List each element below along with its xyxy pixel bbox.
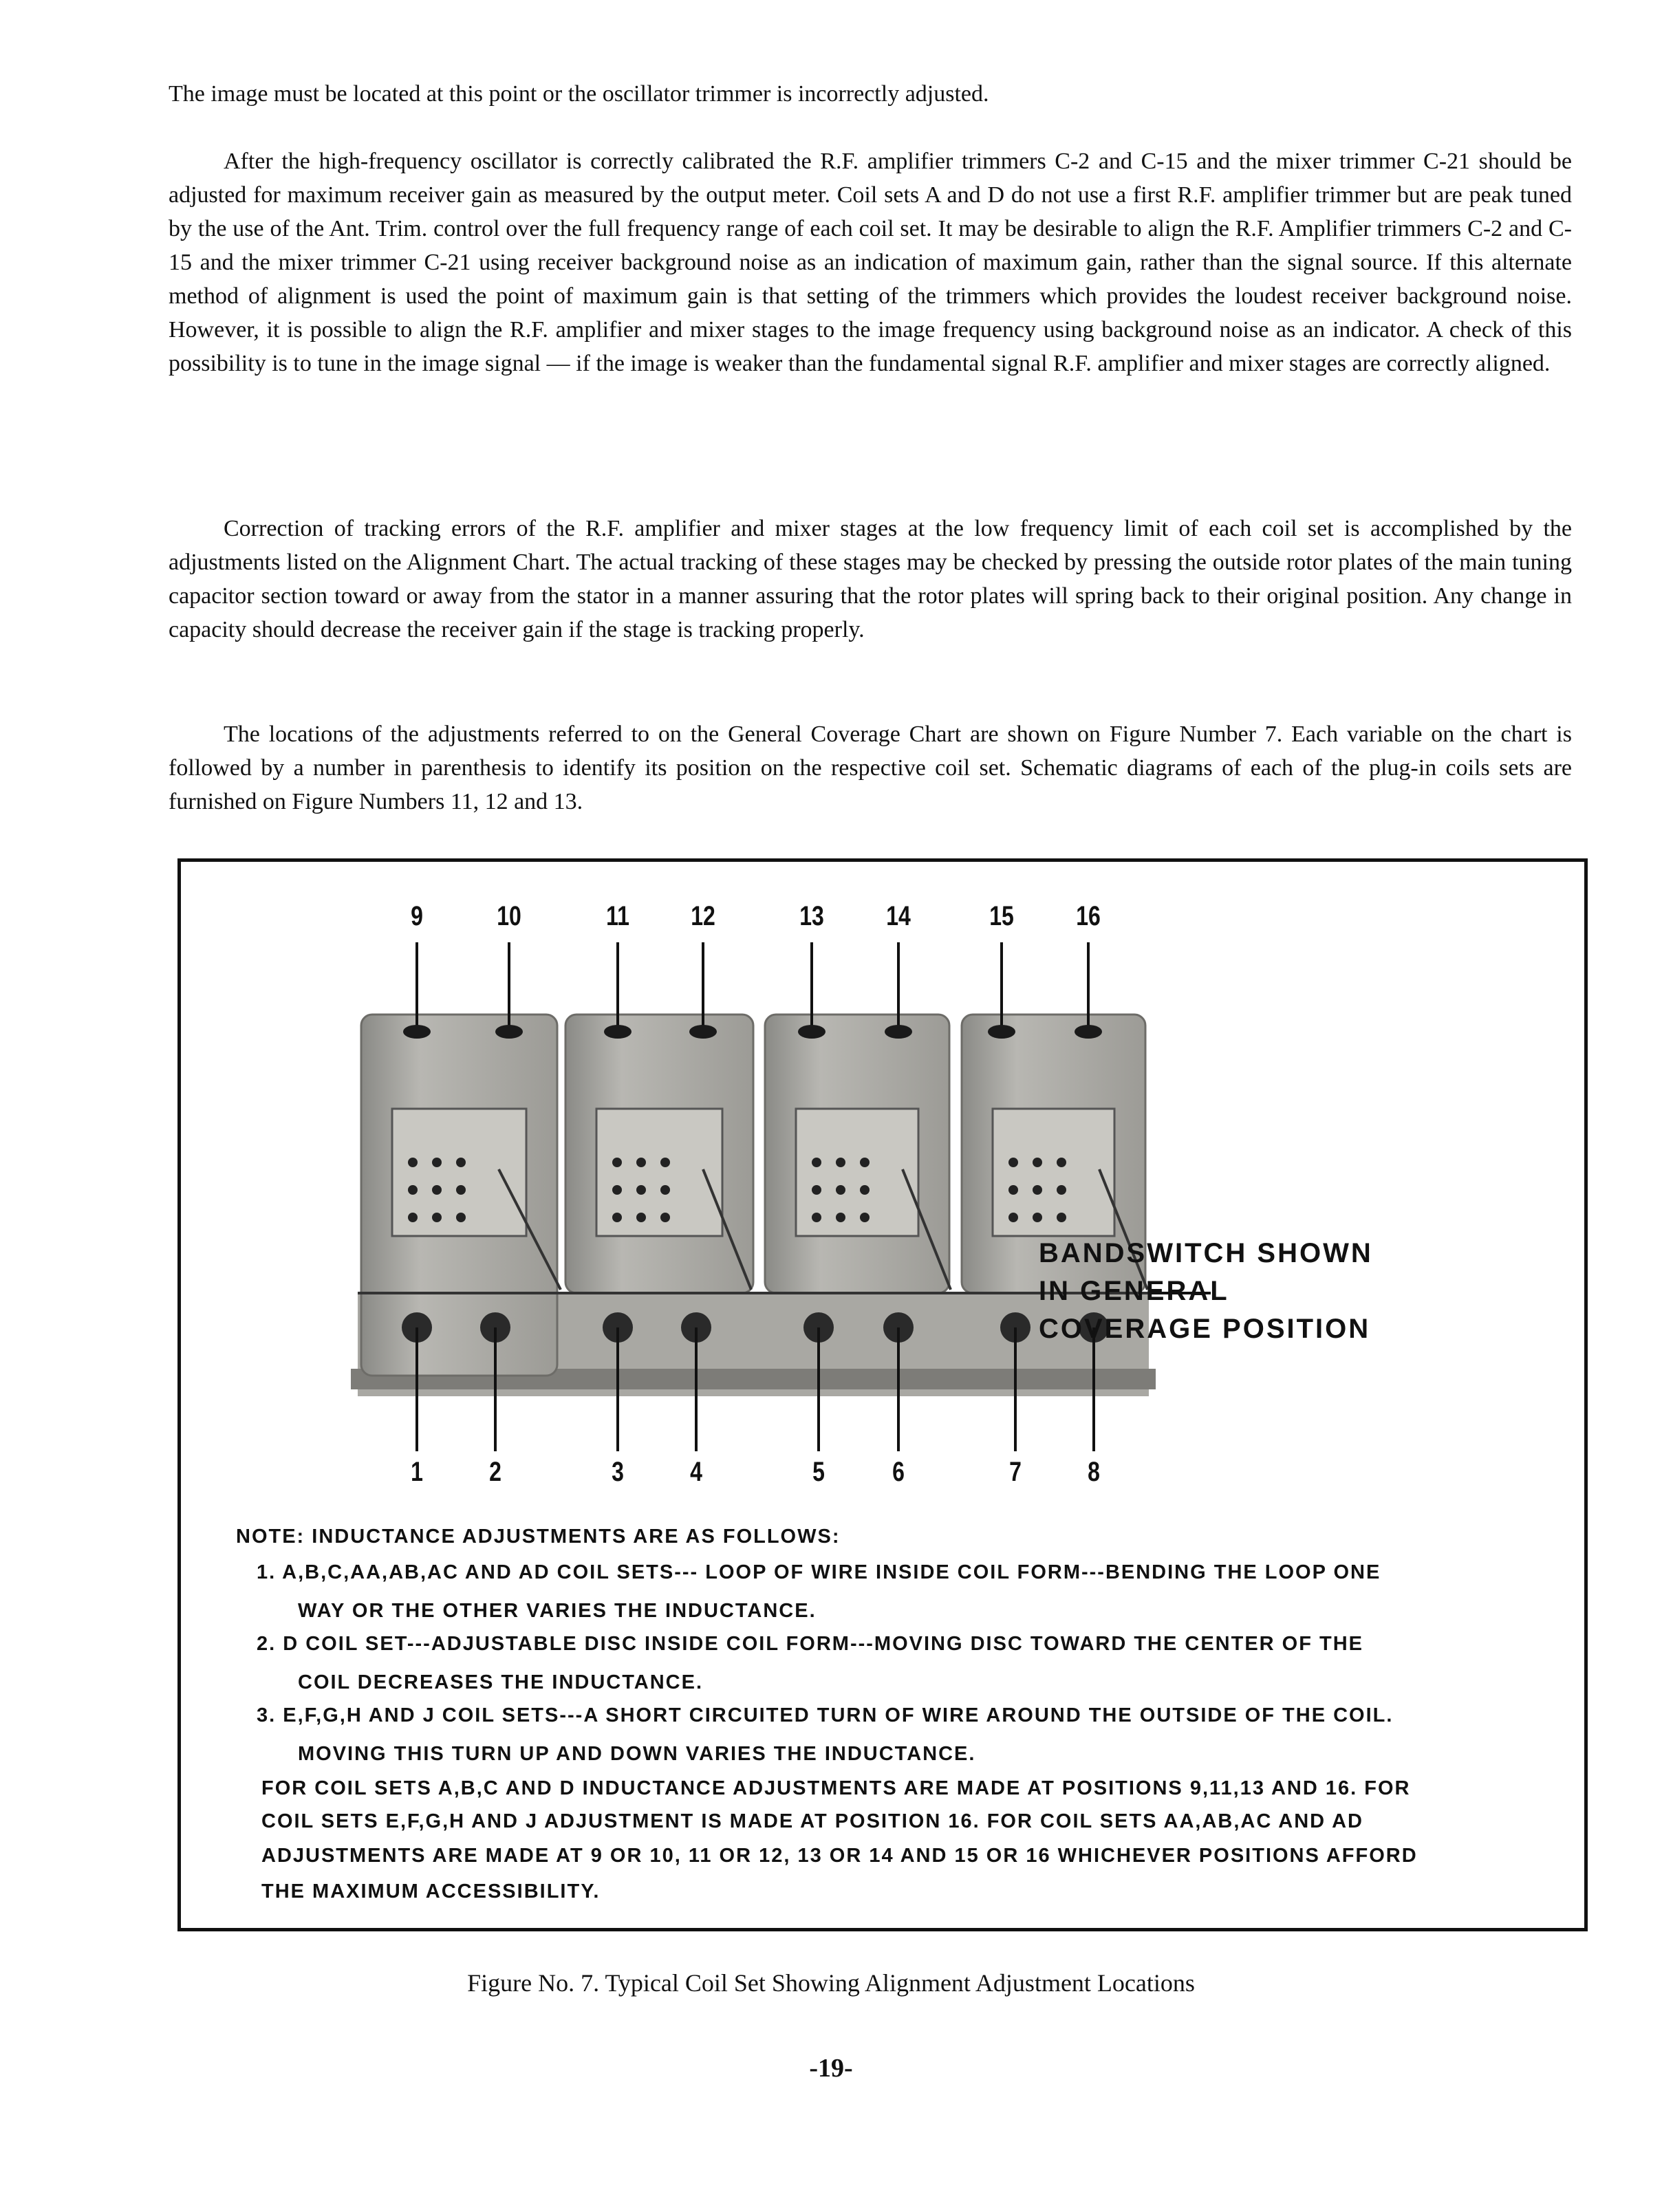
note-line: COIL DECREASES THE INDUCTANCE. [298,1671,704,1693]
note-line: NOTE: INDUCTANCE ADJUSTMENTS ARE AS FOLLOWS: [236,1526,841,1548]
position-label-top: 14 [886,901,911,931]
terminal-hole [456,1213,466,1222]
terminal-hole [660,1185,670,1195]
terminal-hole [1033,1213,1042,1222]
terminal-hole [408,1185,418,1195]
terminal-hole [408,1158,418,1167]
terminal-hole [860,1158,870,1167]
note-line: WAY OR THE OTHER VARIES THE INDUCTANCE. [298,1600,817,1622]
note-line: 2. D COIL SET---ADJUSTABLE DISC INSIDE COIL FORM---MOVING DISC TOWARD THE CENTER OF THE [257,1633,1364,1655]
adjust-hole [403,1025,431,1039]
adjust-hole [689,1025,717,1039]
paragraph-4: The locations of the adjustments referred to on the General Coverage Chart are shown on Figure Number 7. Each variable on the chart is followed by a number in parenthesis to identify its position on the respective coil set. Schematic diagrams of each of the plug-in coils sets are furnished on Figure Numbers 11, 12 and 13. [169,722,1572,814]
terminal-hole [432,1185,442,1195]
adjust-hole [988,1025,1015,1039]
note-line: ADJUSTMENTS ARE MADE AT 9 OR 10, 11 OR 12, 13 OR 14 AND 15 OR 16 WHICHEVER POSITIONS AFFORD [261,1845,1418,1867]
terminal-hole [612,1213,622,1222]
position-label-bottom: 3 [612,1457,624,1487]
terminal-hole [432,1158,442,1167]
terminal-hole [836,1213,845,1222]
paragraph-2: After the high-frequency oscillator is correctly calibrated the R.F. amplifier trimmers C-2 and C-15 and the mixer trimmer C-21 should be adjusted for maximum receiver gain as measured by the output meter. Coil sets A and D do not use a first R.F. amplifier trimmer but are peak tuned by the use of the Ant. Trim. control over the full frequency range of each coil set. It may be desirable to align the R.F. Amplifier trimmers C-2 and C-15 and the mixer trimmer C-21 using receiver background noise as an indication of maximum gain, rather than the signal source. If this alternate method of alignment is used the point of maximum gain is that setting of the trimmers which provides the loudest receiver background noise. However, it is possible to align the R.F. amplifier and mixer stages to the image frequency using background noise as an indicator. A check of this possibility is to tune in the image signal — if the image is weaker than the fundamental signal R.F. amplifier and mixer stages are correctly aligned. [169,149,1572,376]
position-label-top: 12 [691,901,715,931]
note-line: FOR COIL SETS A,B,C AND D INDUCTANCE ADJUSTMENTS ARE MADE AT POSITIONS 9,11,13 AND 16. FOR [261,1777,1411,1799]
position-label-bottom: 5 [812,1457,825,1487]
adjust-hole [495,1025,523,1039]
terminal-hole [636,1213,646,1222]
terminal-hole [408,1213,418,1222]
adjust-hole [885,1025,912,1039]
terminal-hole [860,1185,870,1195]
terminal-hole [636,1185,646,1195]
terminal-hole [1057,1158,1066,1167]
terminal-hole [1008,1158,1018,1167]
adjust-hole [798,1025,825,1039]
terminal-hole [612,1185,622,1195]
note-line: COIL SETS E,F,G,H AND J ADJUSTMENT IS MADE AT POSITION 16. FOR COIL SETS AA,AB,AC AND AD [261,1810,1363,1832]
callout-line-1: BANDSWITCH SHOWN [1039,1238,1373,1268]
note-line: MOVING THIS TURN UP AND DOWN VARIES THE INDUCTANCE. [298,1743,976,1765]
terminal-hole [660,1213,670,1222]
page-number: -19- [809,2054,853,2083]
note-line: 1. A,B,C,AA,AB,AC AND AD COIL SETS--- LOOP OF WIRE INSIDE COIL FORM---BENDING THE LOOP ONE [257,1561,1381,1583]
paragraph-1: The image must be located at this point or the oscillator trimmer is incorrectly adjusted. [169,81,989,107]
terminal-hole [1057,1213,1066,1222]
terminal-hole [836,1158,845,1167]
terminal-hole [456,1185,466,1195]
adjust-hole [604,1025,632,1039]
terminal-hole [1033,1158,1042,1167]
terminal-hole [660,1158,670,1167]
position-label-bottom: 8 [1088,1457,1100,1487]
callout-line-3: COVERAGE POSITION [1039,1314,1371,1344]
terminal-hole [612,1158,622,1167]
terminal-hole [432,1213,442,1222]
paragraph-3: Correction of tracking errors of the R.F. amplifier and mixer stages at the low frequency limit of each coil set is accomplished by the adjustments listed on the Alignment Chart. The actual tracking of these stages may be checked by pressing the outside rotor plates of the main tuning capacitor section toward or away from the stator in a manner assuring that the rotor plates will spring back to their original position. Any change in capacity should decrease the receiver gain if the stage is tracking properly. [169,516,1572,642]
figure-caption: Figure No. 7. Typical Coil Set Showing Alignment Adjustment Locations [467,1969,1195,1997]
terminal-hole [860,1213,870,1222]
terminal-hole [1008,1213,1018,1222]
terminal-hole [456,1158,466,1167]
terminal-hole [1008,1185,1018,1195]
terminal-hole [1057,1185,1066,1195]
position-label-bottom: 7 [1009,1457,1022,1487]
position-label-top: 11 [606,901,629,931]
note-line: THE MAXIMUM ACCESSIBILITY. [261,1880,601,1902]
position-label-top: 9 [411,901,423,931]
position-label-bottom: 2 [489,1457,501,1487]
terminal-hole [812,1213,821,1222]
adjust-hole [1075,1025,1102,1039]
position-label-bottom: 4 [690,1457,702,1487]
callout-line-2: IN GENERAL [1039,1276,1229,1306]
position-label-top: 16 [1076,901,1101,931]
terminal-hole [812,1158,821,1167]
position-label-top: 15 [989,901,1014,931]
position-label-bottom: 6 [892,1457,905,1487]
position-label-top: 13 [799,901,824,931]
position-label-bottom: 1 [411,1457,423,1487]
note-line: 3. E,F,G,H AND J COIL SETS---A SHORT CIRCUITED TURN OF WIRE AROUND THE OUTSIDE OF THE COIL. [257,1704,1394,1726]
terminal-hole [636,1158,646,1167]
position-label-top: 10 [497,901,521,931]
terminal-hole [812,1185,821,1195]
terminal-hole [836,1185,845,1195]
terminal-hole [1033,1185,1042,1195]
